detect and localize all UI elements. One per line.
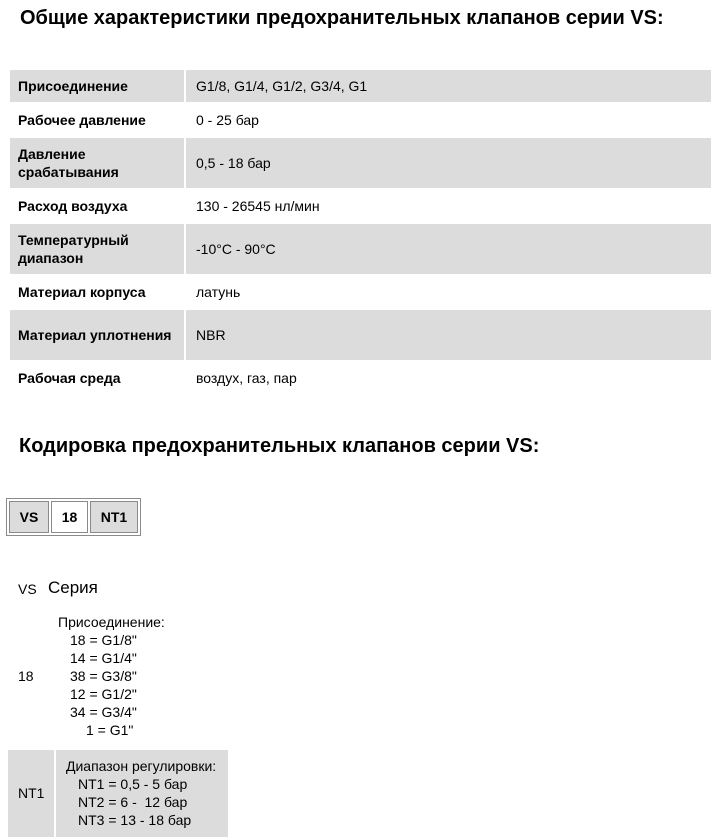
legend-connection-line: 38 = G3/8" xyxy=(70,668,137,684)
legend-connection-title: Присоединение: xyxy=(58,614,165,630)
spec-label: Материал корпуса xyxy=(10,274,185,310)
legend-range-line: NT3 = 13 - 18 бар xyxy=(78,812,192,828)
table-row xyxy=(10,224,711,274)
legend-connection-line: 14 = G1/4" xyxy=(70,650,137,666)
legend-connection-line: 12 = G1/2" xyxy=(70,686,137,702)
spec-value: G1/8, G1/4, G1/2, G3/4, G1 xyxy=(185,70,711,102)
legend-series-code: VS xyxy=(18,581,37,597)
specs-table xyxy=(10,70,711,396)
spec-label: Материал уплотнения xyxy=(10,310,185,360)
code-example xyxy=(6,498,141,536)
spec-value: воздух, газ, пар xyxy=(185,360,711,396)
legend-connection-line: 1 = G1" xyxy=(86,722,134,738)
table-row xyxy=(10,102,711,138)
spec-value: 130 - 26545 нл/мин xyxy=(185,188,711,224)
legend-range-line: NT2 = 6 - 12 бар xyxy=(78,794,188,810)
table-row xyxy=(10,360,711,396)
table-row xyxy=(10,274,711,310)
legend-range-title: Диапазон регулировки: xyxy=(66,758,217,774)
spec-label: Давление срабатывания xyxy=(10,138,185,188)
table-row xyxy=(10,310,711,360)
code-part-series: VS xyxy=(9,501,49,533)
legend-connection-line: 18 = G1/8" xyxy=(70,632,137,648)
spec-label: Расход воздуха xyxy=(10,188,185,224)
spec-value: латунь xyxy=(185,274,711,310)
code-part-range: NT1 xyxy=(90,501,138,533)
table-row xyxy=(10,70,711,102)
legend-connection-code: 18 xyxy=(18,668,34,684)
code-part-connection: 18 xyxy=(51,501,88,533)
legend-range-code: NT1 xyxy=(18,785,45,801)
spec-label: Рабочая среда xyxy=(10,360,185,396)
spec-label: Присоединение xyxy=(10,70,185,102)
spec-value: 0,5 - 18 бар xyxy=(185,138,711,188)
table-row xyxy=(10,138,711,188)
spec-value: NBR xyxy=(185,310,711,360)
table-row xyxy=(10,188,711,224)
legend-range-line: NT1 = 0,5 - 5 бар xyxy=(78,776,188,792)
coding-heading: Кодировка предохранительных клапанов серии VS: xyxy=(19,435,540,457)
spec-label: Температурный диапазон xyxy=(10,224,185,274)
range-legend-divider xyxy=(54,750,56,837)
legend-connection-line: 34 = G3/4" xyxy=(70,704,137,720)
legend-series-title: Серия xyxy=(48,578,98,597)
spec-label: Рабочее давление xyxy=(10,102,185,138)
spec-value: -10°C - 90°C xyxy=(185,224,711,274)
spec-value: 0 - 25 бар xyxy=(185,102,711,138)
specs-heading: Общие характеристики предохранительных клапанов серии VS: xyxy=(20,7,664,29)
